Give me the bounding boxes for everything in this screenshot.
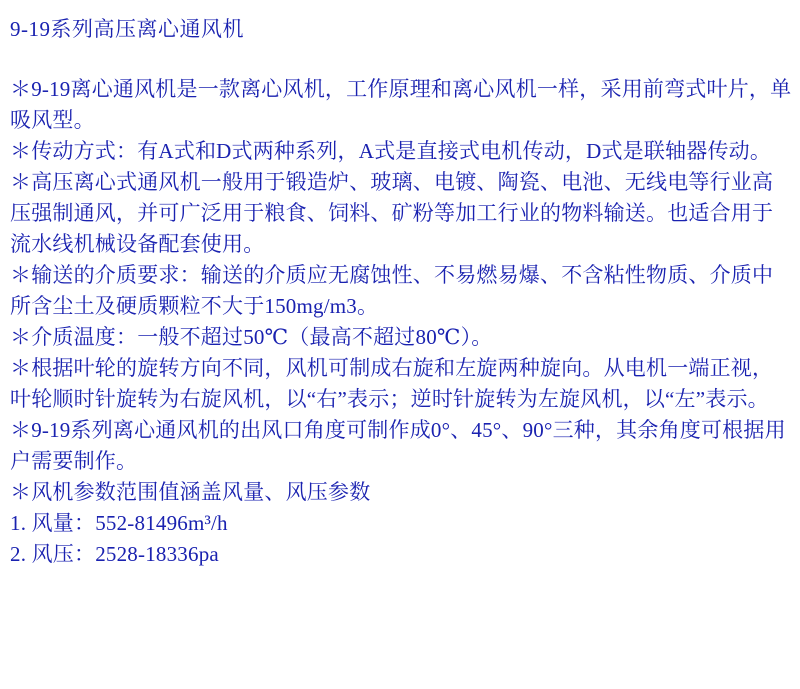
parameter-air-volume: 1. 风量：552-81496m³/h xyxy=(10,511,228,535)
paragraph-medium-requirements: ＊输送的介质要求：输送的介质应无腐蚀性、不易燃易爆、不含粘性物质、介质中所含尘土及硬质颗粒不大于150mg/m3。 xyxy=(10,263,774,318)
paragraph-overview: ＊9-19离心通风机是一款离心风机，工作原理和离心风机一样，采用前弯式叶片，单吸风型。 xyxy=(10,77,792,132)
document-body xyxy=(10,74,794,570)
paragraph-drive-type: ＊传动方式：有A式和D式两种系列，A式是直接式电机传动，D式是联轴器传动。 xyxy=(10,139,772,163)
paragraph-parameter-range: ＊风机参数范围值涵盖风量、风压参数 xyxy=(10,480,371,504)
page-title: 9-19系列高压离心通风机 xyxy=(10,17,244,41)
paragraph-medium-temperature: ＊介质温度：一般不超过50℃（最高不超过80℃）。 xyxy=(10,325,493,349)
paragraph-applications: ＊高压离心式通风机一般用于锻造炉、玻璃、电镀、陶瓷、电池、无线电等行业高压强制通风，并可广泛用于粮食、饲料、矿粉等加工行业的物料输送。也适合用于流水线机械设备配套使用。 xyxy=(10,170,774,256)
paragraph-outlet-angle: ＊9-19系列离心通风机的出风口角度可制作成0°、45°、90°三种，其余角度可根据用户需要制作。 xyxy=(10,418,786,473)
parameter-air-pressure: 2. 风压：2528-18336pa xyxy=(10,542,219,566)
paragraph-rotation-direction: ＊根据叶轮的旋转方向不同，风机可制成右旋和左旋两种旋向。从电机一端正视，叶轮顺时针旋转为右旋风机，以“右”表示；逆时针旋转为左旋风机，以“左”表示。 xyxy=(10,356,774,411)
